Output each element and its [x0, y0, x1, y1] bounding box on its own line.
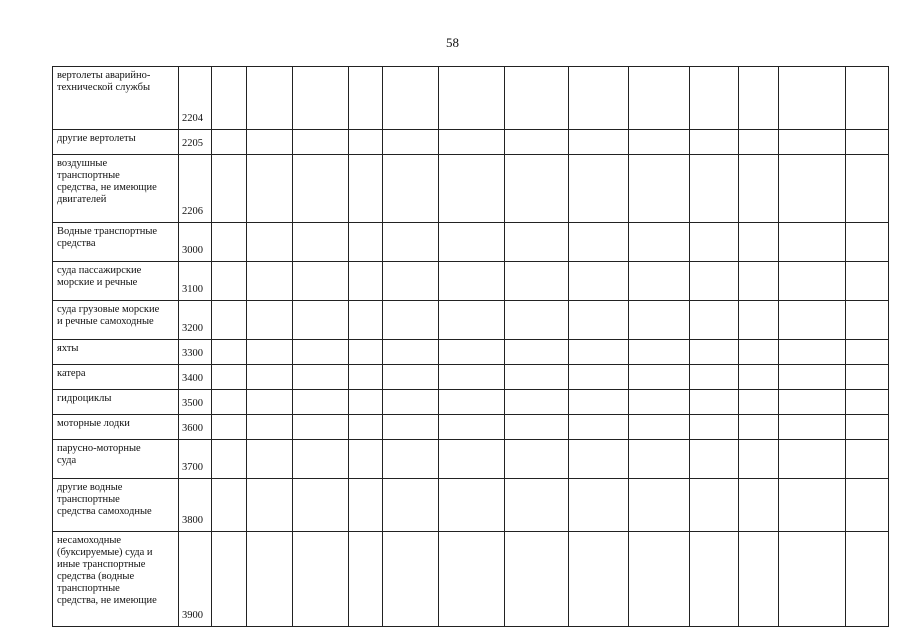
empty-value-cell	[569, 532, 629, 627]
row-code: 3000	[179, 223, 212, 262]
empty-value-cell	[439, 390, 505, 415]
empty-value-cell	[439, 440, 505, 479]
empty-value-cell	[739, 365, 779, 390]
empty-value-cell	[212, 262, 247, 301]
empty-value-cell	[846, 301, 889, 340]
empty-value-cell	[293, 67, 349, 130]
row-name: несамоходные (буксируемые) суда и иные транспортные средства (водные транспортные средства, не имеющие	[57, 535, 157, 606]
empty-value-cell	[779, 365, 846, 390]
empty-value-cell	[779, 479, 846, 532]
row-name-cell	[53, 223, 179, 262]
empty-value-cell	[439, 479, 505, 532]
empty-value-cell	[846, 365, 889, 390]
empty-value-cell	[690, 415, 739, 440]
row-code: 3500	[179, 390, 212, 415]
empty-value-cell	[690, 223, 739, 262]
row-code: 3900	[179, 532, 212, 627]
row-name-cell	[53, 301, 179, 340]
row-name: воздушные транспортные средства, не имеющие двигателей	[57, 158, 157, 205]
table-body	[53, 67, 889, 627]
empty-value-cell	[505, 340, 569, 365]
empty-value-cell	[629, 301, 690, 340]
row-name-cell	[53, 130, 179, 155]
empty-value-cell	[690, 67, 739, 130]
empty-value-cell	[293, 440, 349, 479]
empty-value-cell	[505, 130, 569, 155]
empty-value-cell	[569, 262, 629, 301]
row-name-cell	[53, 340, 179, 365]
empty-value-cell	[293, 415, 349, 440]
empty-value-cell	[439, 340, 505, 365]
empty-value-cell	[247, 262, 293, 301]
empty-value-cell	[439, 262, 505, 301]
row-name: гидроциклы	[57, 393, 112, 404]
empty-value-cell	[569, 130, 629, 155]
row-code: 3200	[179, 301, 212, 340]
empty-value-cell	[505, 390, 569, 415]
row-name-cell	[53, 390, 179, 415]
empty-value-cell	[846, 390, 889, 415]
empty-value-cell	[505, 262, 569, 301]
empty-value-cell	[247, 532, 293, 627]
empty-value-cell	[779, 155, 846, 223]
table-row	[53, 340, 889, 365]
empty-value-cell	[629, 340, 690, 365]
empty-value-cell	[690, 301, 739, 340]
empty-value-cell	[629, 262, 690, 301]
empty-value-cell	[439, 155, 505, 223]
empty-value-cell	[349, 532, 383, 627]
row-code: 2204	[179, 67, 212, 130]
empty-value-cell	[212, 479, 247, 532]
empty-value-cell	[846, 532, 889, 627]
empty-value-cell	[349, 479, 383, 532]
empty-value-cell	[505, 440, 569, 479]
empty-value-cell	[383, 155, 439, 223]
empty-value-cell	[505, 155, 569, 223]
empty-value-cell	[846, 262, 889, 301]
empty-value-cell	[383, 532, 439, 627]
row-code: 3100	[179, 262, 212, 301]
empty-value-cell	[212, 365, 247, 390]
table-row	[53, 130, 889, 155]
empty-value-cell	[505, 223, 569, 262]
table-row	[53, 440, 889, 479]
empty-value-cell	[212, 301, 247, 340]
empty-value-cell	[383, 365, 439, 390]
empty-value-cell	[247, 223, 293, 262]
empty-value-cell	[349, 415, 383, 440]
empty-value-cell	[293, 262, 349, 301]
empty-value-cell	[383, 223, 439, 262]
row-name: Водные транспортные средства	[57, 226, 158, 249]
table-row	[53, 301, 889, 340]
empty-value-cell	[383, 67, 439, 130]
empty-value-cell	[690, 155, 739, 223]
empty-value-cell	[247, 365, 293, 390]
empty-value-cell	[629, 67, 690, 130]
row-name: вертолеты аварийно- технической службы	[57, 70, 151, 93]
empty-value-cell	[779, 440, 846, 479]
empty-value-cell	[439, 223, 505, 262]
empty-value-cell	[293, 130, 349, 155]
empty-value-cell	[349, 262, 383, 301]
empty-value-cell	[846, 415, 889, 440]
empty-value-cell	[247, 415, 293, 440]
empty-value-cell	[629, 440, 690, 479]
empty-value-cell	[846, 340, 889, 365]
empty-value-cell	[569, 440, 629, 479]
empty-value-cell	[569, 155, 629, 223]
row-code: 2206	[179, 155, 212, 223]
empty-value-cell	[846, 479, 889, 532]
empty-value-cell	[779, 67, 846, 130]
row-name: яхты	[57, 343, 79, 354]
table-row	[53, 155, 889, 223]
empty-value-cell	[349, 440, 383, 479]
empty-value-cell	[779, 130, 846, 155]
empty-value-cell	[293, 390, 349, 415]
empty-value-cell	[629, 415, 690, 440]
empty-value-cell	[293, 301, 349, 340]
table-row	[53, 390, 889, 415]
empty-value-cell	[739, 340, 779, 365]
empty-value-cell	[690, 130, 739, 155]
empty-value-cell	[212, 223, 247, 262]
table-row	[53, 415, 889, 440]
empty-value-cell	[779, 390, 846, 415]
empty-value-cell	[569, 415, 629, 440]
empty-value-cell	[739, 262, 779, 301]
empty-value-cell	[739, 301, 779, 340]
row-code: 3600	[179, 415, 212, 440]
empty-value-cell	[247, 440, 293, 479]
row-name-cell	[53, 262, 179, 301]
empty-value-cell	[383, 340, 439, 365]
empty-value-cell	[247, 67, 293, 130]
row-code: 2205	[179, 130, 212, 155]
row-name: катера	[57, 368, 86, 379]
row-code: 3300	[179, 340, 212, 365]
empty-value-cell	[690, 479, 739, 532]
empty-value-cell	[779, 262, 846, 301]
empty-value-cell	[247, 301, 293, 340]
empty-value-cell	[349, 130, 383, 155]
row-name-cell	[53, 440, 179, 479]
row-name-cell	[53, 155, 179, 223]
vehicle-form-table	[52, 66, 889, 627]
empty-value-cell	[439, 130, 505, 155]
empty-value-cell	[569, 390, 629, 415]
empty-value-cell	[739, 390, 779, 415]
empty-value-cell	[212, 340, 247, 365]
empty-value-cell	[212, 390, 247, 415]
row-code: 3800	[179, 479, 212, 532]
empty-value-cell	[349, 223, 383, 262]
empty-value-cell	[505, 532, 569, 627]
empty-value-cell	[779, 223, 846, 262]
empty-value-cell	[739, 440, 779, 479]
empty-value-cell	[629, 223, 690, 262]
table-row	[53, 223, 889, 262]
empty-value-cell	[349, 340, 383, 365]
empty-value-cell	[569, 340, 629, 365]
row-name-cell	[53, 479, 179, 532]
empty-value-cell	[690, 440, 739, 479]
empty-value-cell	[212, 532, 247, 627]
empty-value-cell	[739, 532, 779, 627]
empty-value-cell	[629, 365, 690, 390]
row-name: другие вертолеты	[57, 133, 136, 144]
row-code: 3700	[179, 440, 212, 479]
table-row	[53, 532, 889, 627]
empty-value-cell	[739, 415, 779, 440]
empty-value-cell	[739, 130, 779, 155]
row-name: суда грузовые морские и речные самоходные	[57, 304, 160, 327]
empty-value-cell	[212, 155, 247, 223]
empty-value-cell	[690, 532, 739, 627]
empty-value-cell	[846, 130, 889, 155]
empty-value-cell	[349, 365, 383, 390]
empty-value-cell	[569, 67, 629, 130]
empty-value-cell	[383, 390, 439, 415]
table-row	[53, 479, 889, 532]
empty-value-cell	[293, 223, 349, 262]
empty-value-cell	[439, 415, 505, 440]
empty-value-cell	[690, 340, 739, 365]
empty-value-cell	[293, 155, 349, 223]
empty-value-cell	[349, 67, 383, 130]
row-name: суда пассажирские морские и речные	[57, 265, 142, 288]
empty-value-cell	[629, 155, 690, 223]
empty-value-cell	[439, 67, 505, 130]
empty-value-cell	[779, 532, 846, 627]
table-row	[53, 67, 889, 130]
empty-value-cell	[739, 223, 779, 262]
empty-value-cell	[383, 301, 439, 340]
empty-value-cell	[247, 479, 293, 532]
empty-value-cell	[293, 532, 349, 627]
empty-value-cell	[690, 365, 739, 390]
empty-value-cell	[846, 155, 889, 223]
row-name-cell	[53, 532, 179, 627]
empty-value-cell	[629, 390, 690, 415]
empty-value-cell	[505, 67, 569, 130]
empty-value-cell	[569, 223, 629, 262]
empty-value-cell	[690, 390, 739, 415]
empty-value-cell	[247, 390, 293, 415]
empty-value-cell	[629, 532, 690, 627]
row-name-cell	[53, 67, 179, 130]
empty-value-cell	[383, 440, 439, 479]
empty-value-cell	[505, 365, 569, 390]
row-code: 3400	[179, 365, 212, 390]
empty-value-cell	[569, 479, 629, 532]
empty-value-cell	[439, 365, 505, 390]
empty-value-cell	[349, 155, 383, 223]
empty-value-cell	[293, 479, 349, 532]
empty-value-cell	[739, 155, 779, 223]
empty-value-cell	[212, 415, 247, 440]
row-name: парусно-моторные суда	[57, 443, 141, 466]
row-name-cell	[53, 365, 179, 390]
empty-value-cell	[505, 301, 569, 340]
empty-value-cell	[739, 67, 779, 130]
empty-value-cell	[505, 479, 569, 532]
empty-value-cell	[439, 532, 505, 627]
row-name-cell	[53, 415, 179, 440]
empty-value-cell	[383, 415, 439, 440]
empty-value-cell	[247, 130, 293, 155]
empty-value-cell	[247, 155, 293, 223]
empty-value-cell	[846, 67, 889, 130]
table-row	[53, 365, 889, 390]
empty-value-cell	[349, 301, 383, 340]
empty-value-cell	[293, 365, 349, 390]
empty-value-cell	[779, 340, 846, 365]
empty-value-cell	[569, 365, 629, 390]
empty-value-cell	[383, 479, 439, 532]
empty-value-cell	[846, 223, 889, 262]
empty-value-cell	[247, 340, 293, 365]
table-row	[53, 262, 889, 301]
empty-value-cell	[293, 340, 349, 365]
row-name: моторные лодки	[57, 418, 130, 429]
empty-value-cell	[779, 301, 846, 340]
empty-value-cell	[569, 301, 629, 340]
empty-value-cell	[383, 262, 439, 301]
empty-value-cell	[629, 479, 690, 532]
empty-value-cell	[690, 262, 739, 301]
empty-value-cell	[739, 479, 779, 532]
empty-value-cell	[846, 440, 889, 479]
empty-value-cell	[212, 130, 247, 155]
page-number: 58	[446, 35, 459, 50]
empty-value-cell	[349, 390, 383, 415]
row-name: другие водные транспортные средства самоходные	[57, 482, 152, 517]
empty-value-cell	[383, 130, 439, 155]
empty-value-cell	[212, 67, 247, 130]
empty-value-cell	[439, 301, 505, 340]
empty-value-cell	[212, 440, 247, 479]
empty-value-cell	[505, 415, 569, 440]
empty-value-cell	[779, 415, 846, 440]
empty-value-cell	[629, 130, 690, 155]
